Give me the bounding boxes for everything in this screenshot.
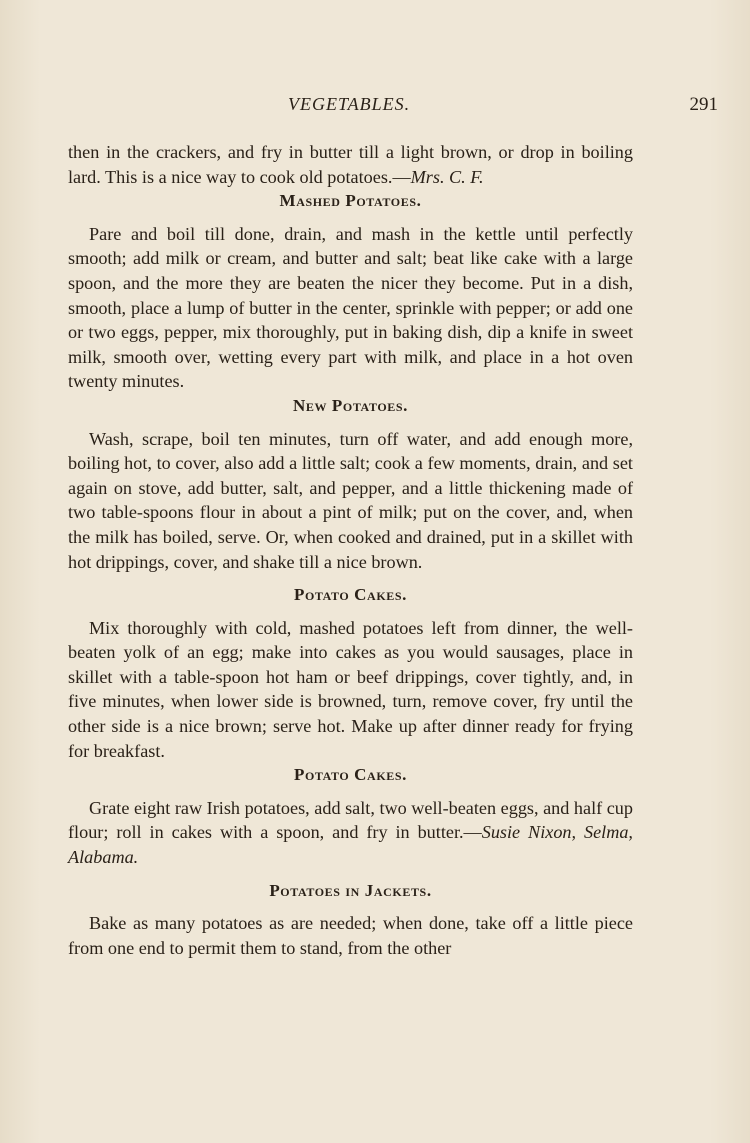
recipe-text-new-potatoes: Wash, scrape, boil ten minutes, turn off water, and add enough more, boiling hot, to cover, also add a little salt; cook a few moments, drain, and set again on stove, add butter, salt, and pepper, and a little thickening made of two table-spoons flour in about a pint of milk; put on the cover, and, when the milk has boiled, serve. Or, when cooked and drained, put in a skillet with hot drippings, cover, and shake till a nice brown. [68, 428, 633, 572]
recipe-heading-potato-cakes-1: Potato Cakes. [294, 585, 407, 605]
recipe-text-potato-cakes-2 [68, 796, 633, 870]
recipe-heading-potatoes-in-jackets: Potatoes in Jackets. [269, 880, 432, 900]
recipe-text-potato-cakes-1: Mix thoroughly with cold, mashed potatoes left from dinner, the well-beaten yolk of an egg; make into cakes as you would sausages, place in skillet with a table-spoon hot ham or beef drippings, cover tightly, and, in five minutes, when lower side is browned, turn, remove cover, fry until the other side is a nice brown; serve hot. Make up after dinner ready for frying for breakfast. [68, 617, 633, 761]
recipe-signature: Mrs. C. F. [410, 166, 484, 187]
recipe-heading-new-potatoes: New Potatoes. [293, 395, 408, 415]
recipe-signature: Susie Nixon, Selma, Alabama. [68, 822, 633, 868]
recipe-text-mashed-potatoes: Pare and boil till done, drain, and mash in the kettle until perfectly smooth; add milk or cream, and butter and salt; beat like cake with a large spoon, and the more they are beaten the nicer they become. Put in a dish, smooth, place a lump of butter in the center, sprinkle with pepper; or add one or two eggs, pepper, mix thoroughly, put in baking dish, dip a knife in sweet milk, smooth over, wetting every part with milk, and place in a hot oven twenty minutes. [68, 223, 633, 392]
page-number: 291 [689, 94, 718, 115]
running-title: VEGETABLES. [288, 94, 411, 114]
running-head [68, 94, 718, 124]
recipe-heading-potato-cakes-2: Potato Cakes. [294, 765, 407, 785]
continuation-paragraph [68, 140, 633, 189]
recipe-heading-mashed-potatoes: Mashed Potatoes. [279, 191, 422, 211]
page-body [68, 140, 633, 960]
continuation-text: then in the crackers, and fry in butter till a light brown, or drop in boiling lard. This is a nice way to cook old potatoes.— [68, 142, 633, 187]
recipe-text-potato-cakes-2-body: Grate eight raw Irish potatoes, add salt, two well-beaten eggs, and half cup flour; roll in cakes with a spoon, and fry in butter.— [68, 797, 633, 843]
recipe-text-potatoes-in-jackets: Bake as many potatoes as are needed; when done, take off a little piece from one end to permit them to stand, from the other [68, 913, 633, 958]
